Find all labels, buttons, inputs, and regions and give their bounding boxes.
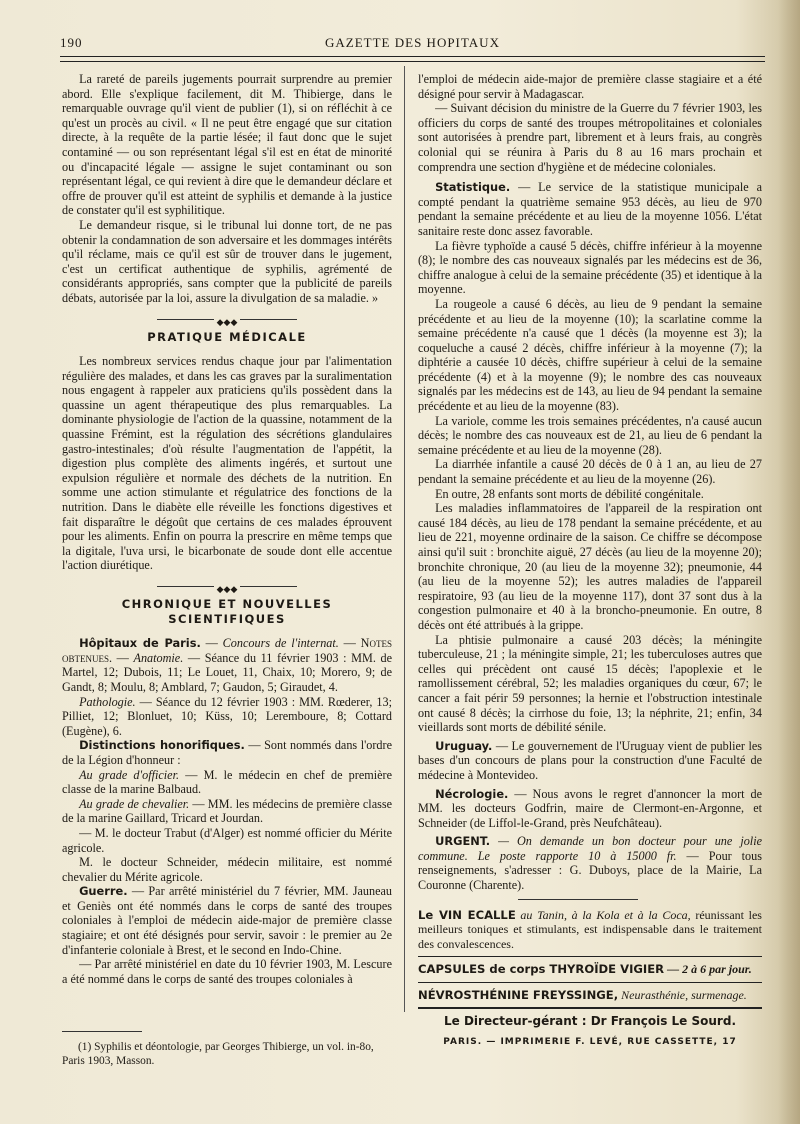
advertisement-vin-ecalle	[418, 908, 762, 952]
paragraph: — Par arrêté ministériel en date du 10 février 1903, M. Lescure a été nommé dans le corps de santé des troupes coloniales à	[62, 957, 392, 986]
paragraph-urgent	[418, 834, 762, 892]
paragraph: La variole, comme les trois semaines précédentes, n'a causé aucun décès; le nombre des cas nouveaux est de 21, au lieu de 6 pendant la semaine précédente et au lieu de la moyenne (28).	[418, 413, 762, 457]
journal-title: GAZETTE DES HOPITAUX	[325, 35, 500, 50]
paragraph: En outre, 28 enfants sont morts de débilité congénitale.	[435, 486, 704, 501]
footnote-rule	[62, 1031, 142, 1032]
ad-divider	[418, 1007, 762, 1009]
rubric-distinctions: Distinctions honorifiques.	[79, 738, 245, 753]
ad-nevro-subtitle: Neurasthénie, surmenage.	[618, 987, 747, 1002]
separator-rule	[518, 899, 638, 900]
paragraph-necrologie	[418, 787, 762, 831]
anatomie-label: Anatomie.	[133, 650, 184, 665]
dash: —	[200, 636, 223, 651]
paragraph: Le demandeur risque, si le tribunal lui donne tort, de ne pas obtenir la condamnation de son adversaire et les dommages intérêts qu'il réclame, mais ce qu'il est sûr de trouver dans le jugement, c'est un certificat authentique de syphilis, agrémenté de considérants appropriés, sans compter que la publicité de pareils débats, autorisée par la loi, assure la divulgation de sa maladie. »	[62, 217, 392, 305]
rubric-urgent: URGENT.	[435, 834, 491, 849]
paragraph: La rareté de pareils jugements pourrait surprendre au premier abord. Elle s'explique facilement, dit M. Thibierge, dans le remarquable ouvrage qu'il vient de publier (1), si on réfléchit à ce qu'est un procès au civil. « Il ne peut être engagé que sur citation directe, à la requête de la partie lésée; il faut donc que le sujet contaminé — ou son représentant légal s'il est en état de minorité ou d'incapacité légale — assigne le sujet contaminant ou son représentant légal, ce qui revient à dire que le demandeur déclare et offre de prouver qu'il est atteint de syphilis et demande à la justice de constater qu'il est syphilitique.	[62, 72, 392, 218]
director-line: Le Directeur-gérant : Dr François Le Sourd.	[444, 1014, 736, 1029]
paragraph-uruguay	[418, 739, 762, 783]
rubric-hopitaux: Hôpitaux de Paris.	[79, 636, 201, 651]
rubric-guerre: Guerre.	[79, 884, 128, 899]
ad-capsules-title: CAPSULES de corps THYROÏDE VIGIER	[418, 962, 665, 977]
paragraph: M. le docteur Schneider, médecin militaire, est nommé chevalier du Mérite agricole.	[62, 855, 392, 884]
paragraph: Les nombreux services rendus chaque jour par l'alimentation régulière des malades, et dans les cas graves par la suralimentation nous engagent à rappeler aux praticiens qu'ils possèdent dans la quassine un agent thérapeutique des plus remarquables. La dominante physiologie de l'action de la quassine, notamment de la quassine Frémint, est la régulation des sécrétions glandulaires gastro-intestinales; d'où résulte l'augmentation de l'appétit, la digestion plus complète des aliments ingérés, et surtout une expulsion régulière et normale des déchets de la nutrition. En somme une action stimulante et régulatrice des fonctions de la nutrition. Dans le diabète elle réveille les fonctions digestives et fait disparaître le dégoût que certains de ces malades éprouvent pour les aliments. Enfin on pourra la prescrire en même temps que la digitale, l'uva ursi, le bicarbonate de soude dont elle accentue l'action diurétique.	[62, 354, 392, 573]
ad-capsules-dose: — 2 à 6 par jour.	[664, 962, 752, 977]
ad-divider	[418, 982, 762, 983]
ad-nevro-title: NÉVROSTHÉNINE FREYSSINGE,	[418, 987, 619, 1002]
column-divider	[404, 66, 405, 1012]
section-ornament: ◆◆◆	[62, 581, 392, 591]
ad-vin-text: réunissant les meilleurs toniques et stimulants, est indispensable dans le traitement des convalescences.	[418, 907, 762, 951]
ad-divider	[418, 956, 762, 957]
advertisement-nevrosthenine	[418, 988, 762, 1003]
statistique-text: — Le service de la statistique municipale a compté pendant la quatrième semaine 953 décès, au lieu de 970 pendant la semaine précédente et au lieu de la moyenne 1056. L'état sanitaire reste donc assez favorable.	[418, 180, 762, 238]
paragraph-pathologie	[62, 695, 392, 739]
ad-vin-title: Le VIN ECALLE	[418, 907, 516, 922]
paragraph: La rougeole a causé 6 décès, au lieu de 9 pendant la semaine précédente et au lieu de la moyenne (10); la scarlatine comme la semaine précédente n'a causé que 1 décès (la moyenne est 3); la coqueluche a causé 2 décès, chiffre inférieur à la moyenne (7); la diphtérie a causée 10 décès, chiffre supérieur à celui de la semaine précédente (4) et à la moyenne (9); le nombre des cas nouveaux signalés par les médecins est de 143, au lieu de 94 pendant la semaine précédente et au lieu de la moyenne (83).	[418, 296, 762, 414]
page-edge-shadow	[778, 0, 800, 1124]
distinctions-text: — Sont nommés dans l'ordre de la Légion d'honneur :	[62, 738, 392, 767]
page-header	[60, 30, 765, 52]
concours-title: Concours de l'internat.	[222, 636, 339, 651]
anatomie-results: — Séance du 11 février 1903 : MM. de Martel, 12; Dubois, 11; Le Louet, 11, Chaix, 10; Morero, 9; de Gandt, 8; Moulu, 8; Amblard, 7; Gaudon, 5; Giraudet, 4.	[62, 650, 393, 694]
left-column	[62, 72, 392, 986]
paragraph-officier	[62, 768, 392, 797]
paragraph-distinctions	[62, 738, 392, 767]
page-number: 190	[60, 35, 83, 50]
header-rule-thin	[60, 61, 765, 62]
right-column	[418, 72, 762, 1049]
paragraph-chevalier	[62, 797, 392, 826]
section-title-chronique: CHRONIQUE ET NOUVELLES SCIENTIFIQUES	[121, 597, 333, 626]
urgent-contact: — Pour tous renseignements, s'adresser : G. Duboys, place de la Mairie, La Couronne (Charente).	[418, 848, 762, 893]
grade-officier: Au grade d'officier.	[79, 767, 180, 782]
rubric-necrologie: Nécrologie.	[435, 786, 509, 801]
paragraph: l'emploi de médecin aide-major de première classe stagiaire et a été désigné pour servir à Madagascar.	[418, 72, 762, 101]
uruguay-text: — Le gouvernement de l'Uruguay vient de publier les bases d'un concours de plans pour la construction d'une Faculté de médecine à Montevideo.	[418, 738, 762, 782]
ad-vin-subtitle: au Tanin, à la Kola et à la Coca,	[515, 907, 691, 922]
advertisement-capsules	[418, 962, 762, 977]
paragraph: — M. le docteur Trabut (d'Alger) est nommé officier du Mérite agricole.	[62, 825, 392, 855]
section-ornament: ◆◆◆	[62, 314, 392, 324]
pathologie-label: Pathologie.	[79, 694, 136, 709]
officier-text: — M. le médecin en chef de première classe de la marine Balbaud.	[62, 767, 392, 797]
paragraph: La phtisie pulmonaire a causé 203 décès; la méningite tuberculeuse, 21 ; la méningite simple, 21; les tuberculoses autres que celles qui précèdent ont causé 15 décès; l'apoplexie et le ramollissement cérébral, 52; les maladies organiques du cœur, 67; le cancer a fait périr 59 personnes; la hernie et l'obstruction intestinale ont causé 8 décès; la cirrhose du foie, 13; la néphrite, 21; enfin, 34 vieillards sont morts de débilité sénile.	[418, 632, 762, 735]
chevalier-text: — MM. les médecins de première classe de la marine Gaillard, Tricard et Jourdan.	[62, 796, 392, 826]
footnote: (1) Syphilis et déontologie, par Georges Thibierge, un vol. in-8o, Paris 1903, Masson.	[62, 1041, 374, 1067]
printer-line: PARIS. — IMPRIMERIE F. LEVÉ, RUE CASSETTE, 17	[443, 1036, 737, 1047]
guerre-text: — Par arrêté ministériel du 7 février, MM. Jauneau et Geniès ont été nommés dans le corps de santé des troupes coloniales à l'emploi de médecin aide-major de première classe stagiaire; et ont été désignés pour servir, savoir : le premier au 2e d'infanterie coloniale à Brest, et le second en Indo-Chine.	[62, 884, 392, 957]
header-rule	[60, 56, 765, 57]
paragraph-guerre	[62, 884, 392, 957]
section-title-pratique: PRATIQUE MÉDICALE	[147, 329, 307, 344]
paragraph: — Suivant décision du ministre de la Guerre du 7 février 1903, les officiers du corps de santé des troupes métropolitaines et coloniales sont autorisées à prendre part, librement et à leurs frais, au congrès colonial qui se réunira à Paris du 8 au 16 mars prochain et comprendra une section d'hygiène et de médecine coloniales.	[418, 101, 762, 174]
notes-label: — Notes obtenues. —	[62, 636, 392, 665]
rubric-statistique: Statistique.	[435, 180, 511, 195]
paragraph-statistique	[418, 180, 762, 238]
pathologie-results: — Séance du 12 février 1903 : MM. Rœderer, 13; Pilliet, 12; Blonluet, 10; Küss, 10; Leremboure, 8; Cottard (Eugène), 6.	[62, 694, 392, 738]
grade-chevalier: Au grade de chevalier.	[79, 796, 190, 811]
rubric-uruguay: Uruguay.	[435, 738, 493, 753]
paragraph: La diarrhée infantile a causé 20 décès de 0 à 1 an, au lieu de 27 pendant la semaine précédente et au lieu de la moyenne (26).	[418, 457, 762, 487]
urgent-offer: — On demande un bon docteur pour une jolie commune. Le poste rapporte 10 à 15000 fr.	[418, 834, 762, 863]
paragraph: Les maladies inflammatoires de l'appareil de la respiration ont causé 184 décès, au lieu de 178 pendant la semaine précédente, et au lieu de 221, moyenne ordinaire de la saison. Ce chiffre se décompose ainsi qu'il suit : bronchite aiguë, 27 décès (au lieu de la moyenne 20); bronchite chronique, 20 (au lieu de la moyenne 32); pneumonie, 44 (au lieu de la moyenne 52); les autres maladies de l'appareil respiratoire, 93 (au lieu de la moyenne 117), dont 37 sont dus à la congestion pulmonaire et 40 à la broncho-pneumonie. En outre, 8 décès ont été attribués à la grippe.	[418, 501, 762, 632]
paragraph: La fièvre typhoïde a causé 5 décès, chiffre inférieur à la moyenne (8); le nombre des cas nouveaux signalés par les médecins est de 36, chiffre analogue à celui de la semaine précédente (35) et identique à la moyenne.	[418, 238, 762, 297]
paragraph-hopitaux	[62, 636, 392, 694]
necrologie-text: — Nous avons le regret d'annoncer la mort de MM. les docteurs Godfrin, maire de Clermont-en-Argonne, et Schneider (de Liffol-le-Grand, près Neufchâteau).	[418, 786, 762, 830]
